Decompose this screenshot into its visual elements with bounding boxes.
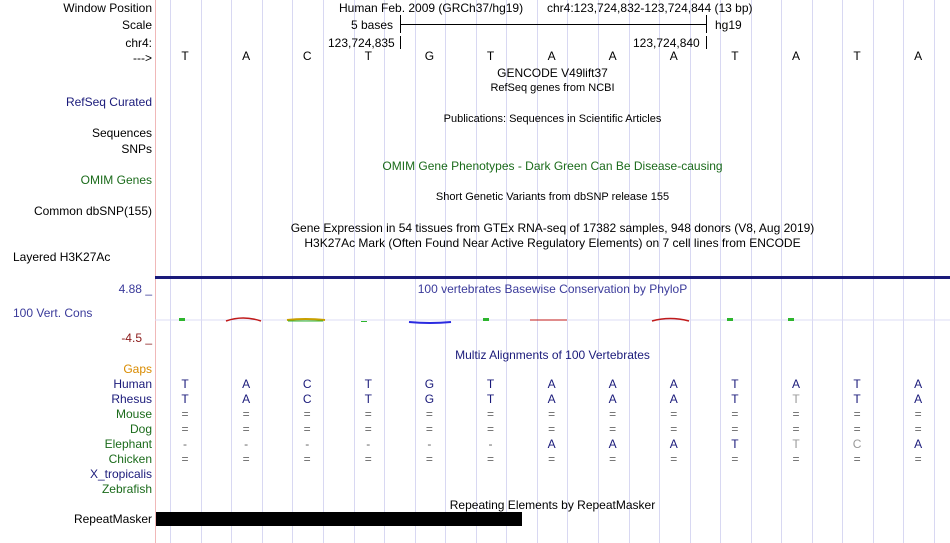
scale-label: Scale (121, 18, 152, 32)
gencode-title[interactable]: GENCODE V49lift37 (497, 66, 608, 80)
aligned-base: - (244, 437, 249, 451)
aligned-base: A (669, 437, 678, 451)
gaps-label: Gaps (123, 362, 152, 376)
phylop-wiggle (155, 312, 950, 328)
coord-left: 123,724,835 (328, 36, 395, 50)
aligned-base: G (424, 377, 435, 391)
aligned-base: T (792, 437, 800, 451)
aligned-base: = (364, 422, 372, 436)
aligned-base: = (914, 452, 922, 466)
aligned-base: = (486, 407, 494, 421)
phylop-title: 100 vertebrates Basewise Conservation by PhyloP (417, 282, 688, 296)
aligned-base: T (486, 377, 495, 391)
ruler-base: T (486, 49, 495, 63)
strand-toggle[interactable]: ---> (133, 51, 152, 65)
aligned-base: = (181, 422, 189, 436)
scale-text: 5 bases (351, 18, 394, 32)
track-label-refseq[interactable]: RefSeq Curated (65, 95, 152, 109)
ruler-base: T (181, 49, 189, 63)
aligned-base: = (670, 407, 678, 421)
aligned-base: A (669, 377, 678, 391)
aligned-base: = (303, 422, 311, 436)
assembly-label: Human Feb. 2009 (GRCh37/hg19) (339, 1, 524, 15)
aligned-base: = (425, 422, 433, 436)
aligned-base: T (853, 377, 861, 391)
aligned-base: = (731, 422, 739, 436)
aligned-base: = (364, 452, 372, 466)
cons-max-label: 4.88 _ (118, 282, 152, 296)
scale-bar-right-tick (706, 15, 707, 33)
aligned-base: A (242, 392, 251, 406)
aligned-base: A (608, 377, 617, 391)
cons-min-label: -4.5 _ (121, 331, 152, 345)
aligned-base: = (548, 452, 556, 466)
aligned-base: = (853, 422, 861, 436)
gtex-title: Gene Expression in 54 tissues from GTEx RNA-seq of 17382 samples, 948 donors (V8, Aug 2019) (290, 221, 815, 235)
dbsnp-title: Short Genetic Variants from dbSNP release 155 (435, 191, 670, 203)
track-label-omim[interactable]: OMIM Genes (80, 173, 152, 187)
ruler-base: A (547, 49, 556, 63)
aligned-base: - (305, 437, 310, 451)
aligned-base: A (914, 392, 923, 406)
species-label: Rhesus (111, 392, 152, 406)
coord-right-tick (706, 36, 707, 49)
aligned-base: A (914, 437, 923, 451)
aligned-base: A (547, 377, 556, 391)
track-label-snps[interactable]: SNPs (121, 142, 152, 156)
aligned-base: A (914, 377, 923, 391)
aligned-base: A (608, 392, 617, 406)
aligned-base: = (914, 407, 922, 421)
ruler-base: A (608, 49, 617, 63)
aligned-base: = (425, 452, 433, 466)
ruler-base: A (242, 49, 251, 63)
coord-right: 123,724,840 (633, 36, 700, 50)
aligned-base: = (670, 422, 678, 436)
track-label-sequences[interactable]: Sequences (91, 126, 152, 140)
ruler-base: A (914, 49, 923, 63)
track-label-h3k27ac[interactable]: Layered H3K27Ac (13, 250, 111, 264)
aligned-base: C (852, 437, 862, 451)
aligned-base: = (609, 407, 617, 421)
species-label: Zebrafish (101, 482, 152, 496)
h3k27ac-title: H3K27Ac Mark (Often Found Near Active Regulatory Elements) on 7 cell lines from ENCODE (304, 236, 801, 250)
aligned-base: = (486, 452, 494, 466)
species-label: Dog (129, 422, 152, 436)
aligned-base: = (486, 422, 494, 436)
aligned-base: T (181, 392, 189, 406)
db-label: hg19 (715, 18, 742, 32)
aligned-base: = (792, 422, 800, 436)
aligned-base: = (792, 452, 800, 466)
aligned-base: A (242, 377, 251, 391)
ruler-base: C (302, 49, 312, 63)
track-label-cons[interactable]: 100 Vert. Cons (13, 306, 93, 320)
aligned-base: = (181, 452, 189, 466)
aligned-base: = (853, 407, 861, 421)
aligned-base: = (548, 407, 556, 421)
aligned-base: = (242, 422, 250, 436)
species-label: X_tropicalis (89, 467, 152, 481)
track-label-dbsnp[interactable]: Common dbSNP(155) (33, 204, 152, 218)
aligned-base: = (914, 422, 922, 436)
ruler-base: G (424, 49, 435, 63)
aligned-base: T (792, 392, 800, 406)
aligned-base: A (547, 392, 556, 406)
aligned-base: = (792, 407, 800, 421)
aligned-base: - (488, 437, 493, 451)
ruler-base: T (731, 49, 739, 63)
aligned-base: - (183, 437, 187, 451)
aligned-base: C (302, 392, 312, 406)
ruler-base: T (853, 49, 861, 63)
window-position-label: Window Position (63, 1, 152, 15)
aligned-base: T (731, 377, 739, 391)
chrom-label: chr4: (125, 36, 152, 50)
aligned-base: = (853, 452, 861, 466)
aligned-base: G (424, 392, 435, 406)
aligned-base: T (853, 392, 861, 406)
aligned-base: = (609, 452, 617, 466)
aligned-base: = (731, 407, 739, 421)
track-divider (155, 276, 950, 279)
aligned-base: = (303, 407, 311, 421)
aligned-base: = (242, 452, 250, 466)
aligned-base: T (731, 392, 739, 406)
aligned-base: = (303, 452, 311, 466)
species-label: Chicken (108, 452, 152, 466)
position-label: chr4:123,724,832-123,724,844 (13 bp) (547, 1, 753, 15)
species-label: Mouse (115, 407, 152, 421)
aligned-base: = (364, 407, 372, 421)
aligned-base: = (731, 452, 739, 466)
aligned-base: A (791, 377, 800, 391)
track-label-repeatmasker[interactable]: RepeatMasker (73, 512, 152, 526)
aligned-base: = (181, 407, 189, 421)
aligned-base: T (486, 392, 495, 406)
aligned-base: = (609, 422, 617, 436)
aligned-base: = (670, 452, 678, 466)
aligned-base: = (548, 422, 556, 436)
refseq-subtitle: RefSeq genes from NCBI (490, 82, 615, 94)
aligned-base: = (242, 407, 250, 421)
ruler-base: T (364, 49, 372, 63)
aligned-base: T (364, 392, 372, 406)
omim-title: OMIM Gene Phenotypes - Dark Green Can Be Disease-causing (382, 159, 723, 173)
repeatmasker-title: Repeating Elements by RepeatMasker (449, 498, 656, 512)
publications-title: Publications: Sequences in Scientific Articles (443, 113, 662, 125)
multiz-title: Multiz Alignments of 100 Vertebrates (455, 348, 650, 362)
scale-bar (400, 24, 706, 25)
coord-left-tick (400, 36, 401, 49)
species-label: Elephant (104, 437, 152, 451)
aligned-base: A (669, 392, 678, 406)
aligned-base: T (181, 377, 189, 391)
ruler-base: A (791, 49, 800, 63)
aligned-base: - (427, 437, 432, 451)
aligned-base: A (547, 437, 556, 451)
aligned-base: T (364, 377, 372, 391)
repeat-element-bar[interactable] (156, 512, 522, 526)
species-label: Human (113, 377, 152, 391)
aligned-base: T (731, 437, 739, 451)
aligned-base: A (608, 437, 617, 451)
aligned-base: C (302, 377, 312, 391)
aligned-base: = (425, 407, 433, 421)
ruler-base: A (669, 49, 678, 63)
aligned-base: - (366, 437, 371, 451)
